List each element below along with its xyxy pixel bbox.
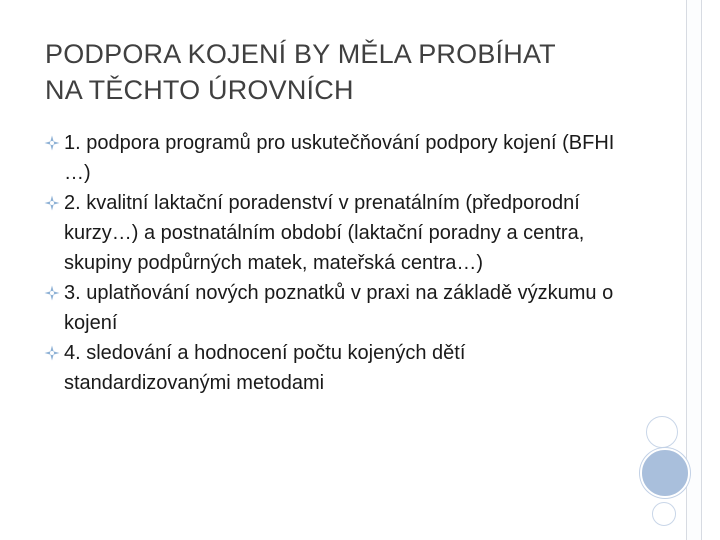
bullet-item-1 bbox=[44, 128, 634, 188]
bullet-list bbox=[44, 128, 634, 398]
slide-title-line-1: PODPORA KOJENÍ BY MĚLA PROBÍHAT bbox=[45, 39, 556, 69]
bullet-text-3: 3. uplatňování nových poznatků v praxi na základě výzkumu o kojení bbox=[64, 282, 614, 334]
bullet-item-3 bbox=[44, 278, 634, 338]
slide-title-line-2: NA TĚCHTO ÚROVNÍCH bbox=[45, 75, 354, 105]
bullet-text-2: 2. kvalitní laktační poradenství v prenatálním (předporodní kurzy…) a postnatálním období (laktační poradny a centra, skupiny podpůrných matek, mateřská centra…) bbox=[64, 192, 585, 274]
compass-star-icon bbox=[44, 135, 60, 151]
bullet-text-4: 4. sledování a hodnocení počtu kojených dětí standardizovanými metodami bbox=[64, 342, 466, 394]
compass-star-icon bbox=[44, 285, 60, 301]
bullet-text-1: 1. podpora programů pro uskutečňování podpory kojení (BFHI …) bbox=[64, 132, 615, 184]
bullet-item-4 bbox=[44, 338, 634, 398]
compass-star-icon bbox=[44, 345, 60, 361]
compass-star-icon bbox=[44, 195, 60, 211]
decorative-circle-bottom bbox=[652, 502, 676, 526]
decorative-circle-large bbox=[640, 448, 690, 498]
slide-title bbox=[45, 36, 645, 108]
decorative-circle-small bbox=[646, 416, 678, 448]
bullet-item-2 bbox=[44, 188, 634, 278]
decorative-rail bbox=[686, 0, 702, 540]
